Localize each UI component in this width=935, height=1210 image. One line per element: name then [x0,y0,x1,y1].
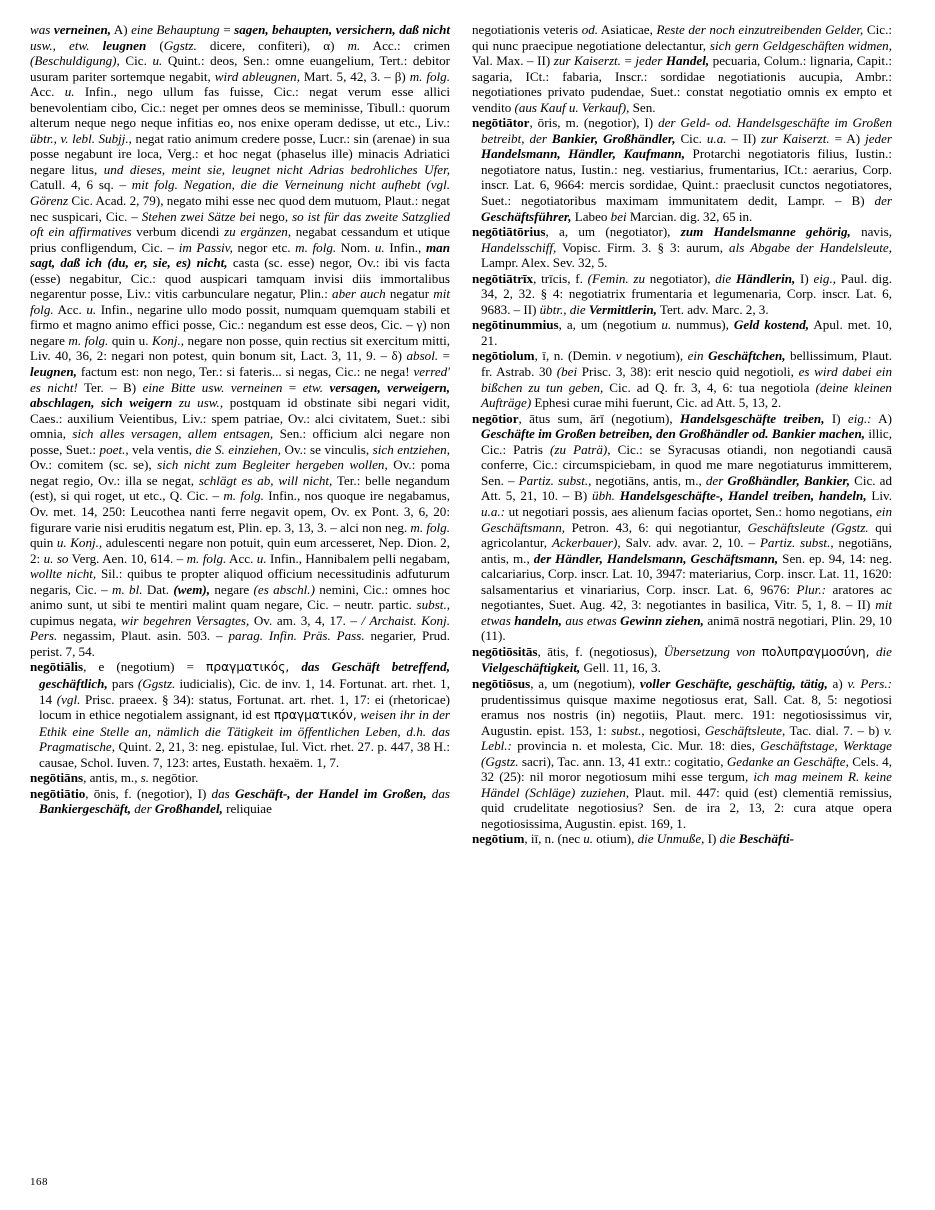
dictionary-entry-negotiator: negōtiātor, ōris, m. (negotior), I) der Geld- od. Handelsgeschäfte im Großen betreibt, der Bankier, Großhändler, Cic. u.a. – II) zur Kaiserzt. = A) jeder Handelsmann, Händler, Kaufmann, Protarchi negotiatoris filius, Iustin.: negotiatore natus, Iustin.: neg. vestiarius, frumentarius, ICt.: aerarius, Corp. inscr. Lat. 6, 9664: mercis sordidae, Quint.: praeclusit cunctos negotiatores, Suet.: negotiatoribus maximam immunitatem dedit, Lampr. – B) der Geschäftsführer, Labeo bei Marcian. dig. 32, 65 in. [472,115,892,224]
dictionary-entry-negotior: negōtior, ātus sum, ārī (negotium), Handelsgeschäfte treiben, I) eig.: A) Geschäfte im Großen betreiben, den Großhändler od. Bankier machen, illic, Cic.: Patris (zu Paträ), Cic.: se Syracusas otiandi, non negotiandi causā conferre, Cic.: circumspiciebam, in quod me mare negotiaturus immitterem, Sen. – Partiz. subst., negotiāns, antis, m., der Großhändler, Bankier, Cic. ad Att. 5, 21, 10. – B) übh. Handelsgeschäfte-, Handel treiben, handeln, Liv. u.a.: ut negotiari possis, aes alienum facias oportet, Sen.: homo negotians, ein Geschäftsmann, Petron. 43, 6: qui negotiantur, Geschäftsleute (Ggstz. qui agricolantur, Ackerbauer), Salv. adv. avar. 2, 10. – Partiz. subst., negotiāns, antis, m., der Händler, Handelsmann, Geschäftsmann, Sen. ep. 94, 14: neg. calcariarius, Corp. inscr. Lat. 10, 3947: materiarius, Corp. inscr. Lat. 11, 1620: salsamentarius et vinariarius, Corp. inscr. Lat. 6, 9676: Plur.: aratores ac negotiantes, Suet. Aug. 42, 3: negotiantes in basilica, Vitr. 5, 1, 8. – II) mit etwas handeln, aus etwas Gewinn ziehen, animā nostrā negotiari, Plin. 29, 10 (11). [472,410,893,644]
dictionary-entry-negotiositas: negōtiōsitās, ātis, f. (negotiosus), Übersetzung von πολυπραγμοσύνη, die Vielgeschäftigkeit, Gell. 11, 16, 3. [472,643,892,676]
dictionary-entry-negotiosus: negōtiōsus, a, um (negotium), voller Geschäfte, geschäftig, tätig, a) v. Pers.: prudentissimus quisque maxime negotiosus erat, Sall. Cat. 8, 5: negotiosi eramus nos nostris (in) negotiis, Plaut. merc. 191: negotiosissimus vir, Augustin. epist. 153, 1: subst., negotiosi, Geschäftsleute, Tac. dial. 7. – b) v. Lebl.: provincia n. et molesta, Cic. Mur. 18: dies, Geschäftstage, Werktage (Ggstz. sacri), Tac. ann. 13, 41 extr.: cogitatio, Gedanke an Geschäfte, Cels. 4, 32 (25): nil moror negotiosum mihi esse tergum, ich mag meinem R. keine Händel (Schläge) zuziehen, Plaut. mil. 447: quid (est) clementiā remissius, quid crudelitate negotiosius? Sen. de ira 2, 13, 2: cura atque opera negotiosissima, Augustin. epist. 169, 1. [472,675,892,831]
dictionary-entry-negotinummius: negōtinummius, a, um (negotium u. nummus), Geld kostend, Apul. met. 10, 21. [472,317,892,348]
dictionary-entry-negotians: negōtiāns, antis, m., s. negōtior. [30,770,199,786]
dictionary-entry-negotiatio-continued: negotiationis veteris od. Asiaticae, Reste der noch einzutreibenden Gelder, Cic.: qui nunc praecipue negotiatione delectantur, sich gern Geldgeschäften widmen, Val. Max. – II) zur Kaiserzt. = jeder Handel, pecuaria, Colum.: lignaria, Capit.: sagaria, ICt.: fabaria, Inscr.: sordidae negotiationis aucupia, Ambr.: negotiationes privato pudendae, Suet.: constat negotiatio omnis ex empto et vendito (aus Kauf u. Verkauf), Sen. [472,22,892,115]
right-text-column [472,22,892,1162]
dictionary-entry-negotialis: negōtiālis, e (negotium) = πραγματικός, das Geschäft betreffend, geschäftlich, pars (Ggstz. iudicialis), Cic. de inv. 1, 14. Fortunat. art. rhet. 1, 14 (vgl. Prisc. praeex. § 34): status, Fortunat. art. rhet. 1, 17: ei (rhetoricae) locum in ethice negotialem assignant, id est πραγματικόν, weisen ihr in der Ethik eine Stelle an, nämlich die Tätigkeit im öffentlichen Leben, d.h. das Pragmatische, Quint. 2, 21, 3: neg. epistulae, Iul. Vict. rhet. 27. p. 447, 38 H.: causae, Schol. Iuven. 7, 123: artes, Eustath. hexaëm. 1, 7. [30,659,451,770]
two-column-body [30,22,901,1162]
dictionary-entry-negotiatio: negōtiātio, ōnis, f. (negotior), I) das Geschäft-, der Handel im Großen, das Bankiergeschäft, der Großhandel, reliquiae [30,785,450,817]
left-text-column [30,22,450,1162]
dictionary-entry-nego-continued: was verneinen, A) eine Behauptung = sagen, behaupten, versichern, daß nicht usw., etw. leugnen (Ggstz. dicere, confiteri), α) m. Acc.: crimen (Beschuldigung), Cic. u. Quint.: deos, Sen.: omne euangelium, Tert.: debitor usuram pariter sortemque negabit, wird ableugnen, Mart. 5, 42, 3. – β) m. folg. Acc. u. Infin., nego ullum fas fuisse, Cic.: negat verum esse allici benevolentiam cibo, Cic.: neget per omnes deos se meminisse, Tibull.: quorum alterum neque nego neque infitias eo, nos enixe operam dedisse, ut etc., Liv.: übtr., v. lebl. Subjj., negat ratio animum credere posse, Lucr.: sin (arenae) in sua posse negabunt ire loca, Verg.: et hoc negat (phaselus ille) minacis Adriatici negare litus, und dieses, meint sie, leugnet nicht Adrias bedrohliches Ufer, Catull. 4, 6 sq. – mit folg. Negation, die die Verneinung nicht aufhebt (vgl. Görenz Cic. Acad. 2, 79), negato mihi esse nec quod dem mutuom, Plaut.: negat nec suspicari, Cic. – Stehen zwei Sätze bei nego, so ist für das zweite Satzglied oft ein affirmatives verbum dicendi zu ergänzen, negabat cessandum et utique prius confligendum, Cic. – im Passiv, negor etc. m. folg. Nom. u. Infin., man sagt, daß ich (du, er, sie, es) nicht, casta (sc. esse) negor, Ov.: ibi vis facta (esse) negabitur, Cic.: quod auspicari tamquam invisi diis immortalibus negarentur posse, Liv.: vitis carbunculare negatur, Plin.: aber auch negatur mit folg. Acc. u. Infin., negarine ullo modo possit, numquam quemquam stabili et firmo et magno animo effici posse, Cic.: negandum est esse deos, Cic. – γ) non negare m. folg. quin u. Konj., negare non posse, quin rectius sit exercitum mitti, Liv. 40, 36, 2: negari non potest, quin bonum sit, Lact. 3, 11, 9. – δ) absol. = leugnen, factum est: non nego, Ter.: si fateris... si negas, Cic.: ne nega! verred' es nicht! Ter. – B) eine Bitte usw. verneinen = etw. versagen, verweigern, abschlagen, sich weigern zu usw., postquam id obstinate sibi negari vidit, Caes.: auxilium Veientibus, Liv.: spem patriae, Ov.: alci civitatem, Suet.: sibi omnia, sich alles versagen, allem entsagen, Sen.: officium alci negare non posse, Suet.: poet., vela ventis, die S. einziehen, Ov.: se vinculis, sich entziehen, Ov.: comitem (sc. se), sich nicht zum Begleiter hergeben wollen, Ov.: poma negat regio, Ov.: illa se negat, schlägt es ab, will nicht, Ter.: belle negandum (est), si qui roget, ut etc., Q. Cic. – m. folg. Infin., nos quoque ire negabamus, Ov. met. 14, 250: Leucothea nanti ferre negavit opem, Ov. ex Pont. 3, 6, 20: figurare varie nisi eruditis negatum est, Plin. ep. 3, 13, 3. – alci non neg. m. folg. quin u. Konj., adulescenti negare non potuit, quin eum arcesseret, Nep. Dion. 2, 2: u. so Verg. Aen. 10, 614. – m. folg. Acc. u. Infin., Hannibalem pelli negabam, wollte nicht, Sil.: quibus te propter aliquod officium necessitudinis adfuturum negaris, Cic. – m. bl. Dat. (wem), negare (es abschl.) nemini, Cic.: omnes hoc animo sunt, ut sibi te mentiri malint quam negare, Cic. – neutr. partic. subst., cupimus negata, wir begehren Versagtes, Ov. am. 3, 4, 17. – / Archaist. Konj. Pers. negassim, Plaut. asin. 503. – parag. Infin. Präs. Pass. negarier, Prud. perist. 7, 54. [30,22,451,659]
dictionary-entry-negotiolum: negōtiolum, ī, n. (Demin. v negotium), ein Geschäftchen, bellissimum, Plaut. fr. Astrab. 30 (bei Prisc. 3, 38): erit nescio quid negotioli, es wird dabei ein bißchen zu tun geben, Cic. ad Q. fr. 3, 4, 6: tua negotiola (deine kleinen Aufträge) Ephesi curae mihi fuerunt, Cic. ad Att. 5, 13, 2. [472,348,892,411]
dictionary-entry-negotiatrix: negōtiātrīx, trīcis, f. (Femin. zu negotiator), die Händlerin, I) eig., Paul. dig. 34, 2, 32. § 4: negotiatrix frumentaria et legumenaria, Corp. inscr. Lat. 6, 9683. – II) übtr., die Vermittlerin, Tert. adv. Marc. 2, 3. [472,270,892,317]
dictionary-entry-negotiatorius: negōtiātōrius, a, um (negotiator), zum Handelsmanne gehörig, navis, Handelsschiff, Vopisc. Firm. 3. § 3: aurum, als Abgabe der Handelsleute, Lampr. Alex. Sev. 32, 5. [472,224,892,271]
page-number: 168 [30,1176,48,1188]
dictionary-entry-negotium: negōtium, iī, n. (nec u. otium), die Unmuße, I) die Beschäfti- [472,831,794,847]
